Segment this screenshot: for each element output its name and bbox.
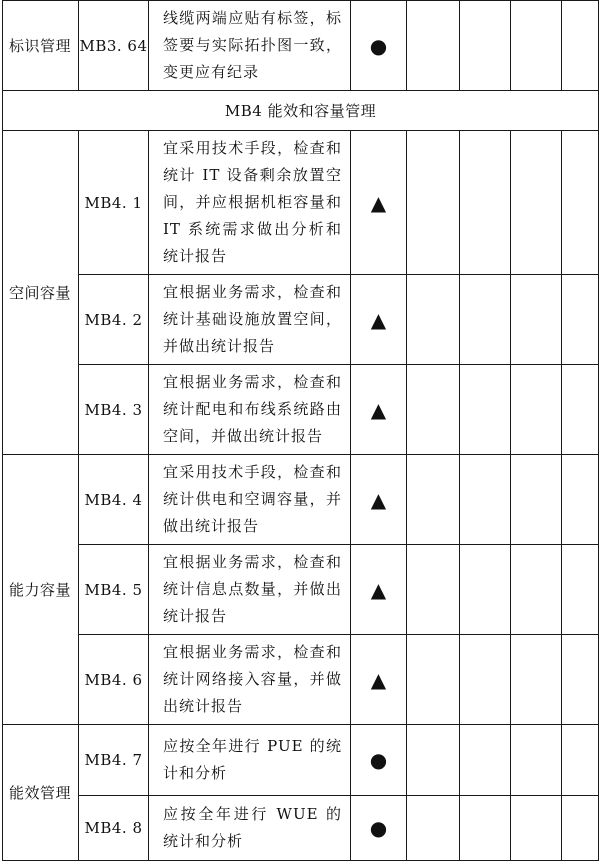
empty-cell (407, 725, 460, 796)
code-cell: MB4. 1 (79, 131, 149, 275)
empty-cell (407, 796, 460, 861)
empty-cell (511, 545, 562, 635)
section-header-row (3, 91, 599, 131)
empty-cell (511, 796, 562, 861)
table-row (3, 725, 599, 796)
requirement-cell: 应按全年进行 PUE 的统计和分析 (149, 725, 351, 796)
empty-cell (511, 131, 562, 275)
triangle-mark-icon: ▲ (351, 131, 407, 275)
requirement-cell: 宜根据业务需求，检查和统计信息点数量，并做出统计报告 (149, 545, 351, 635)
empty-cell (460, 131, 511, 275)
triangle-mark-icon: ▲ (351, 365, 407, 455)
empty-cell (460, 455, 511, 545)
circle-mark-icon: ● (351, 725, 407, 796)
table-row (3, 275, 599, 365)
code-cell: MB4. 3 (79, 365, 149, 455)
requirement-cell: 宜采用技术手段，检查和统计 IT 设备剩余放置空间，并应根据机柜容量和 IT 系统需求做出分析和统计报告 (149, 131, 351, 275)
table-row (3, 455, 599, 545)
requirement-cell: 应按全年进行 WUE 的统计和分析 (149, 796, 351, 861)
code-cell: MB4. 2 (79, 275, 149, 365)
table-row (3, 635, 599, 725)
section-title: MB4 能效和容量管理 (3, 91, 599, 131)
empty-cell (407, 365, 460, 455)
code-cell: MB4. 8 (79, 796, 149, 861)
empty-cell (460, 725, 511, 796)
empty-cell (511, 455, 562, 545)
category-cell: 标识管理 (3, 1, 79, 91)
empty-cell (407, 455, 460, 545)
empty-cell (562, 365, 599, 455)
triangle-mark-icon: ▲ (351, 635, 407, 725)
table-row (3, 796, 599, 861)
requirement-cell: 宜采用技术手段，检查和统计供电和空调容量，并做出统计报告 (149, 455, 351, 545)
empty-cell (562, 796, 599, 861)
empty-cell (511, 365, 562, 455)
empty-cell (562, 131, 599, 275)
empty-cell (562, 455, 599, 545)
empty-cell (407, 275, 460, 365)
empty-cell (460, 275, 511, 365)
empty-cell (460, 796, 511, 861)
table-row (3, 545, 599, 635)
code-cell: MB4. 6 (79, 635, 149, 725)
code-cell: MB4. 7 (79, 725, 149, 796)
requirements-table (2, 0, 599, 861)
empty-cell (407, 1, 460, 91)
empty-cell (460, 635, 511, 725)
empty-cell (562, 1, 599, 91)
empty-cell (511, 635, 562, 725)
requirement-cell: 宜根据业务需求，检查和统计基础设施放置空间，并做出统计报告 (149, 275, 351, 365)
empty-cell (460, 545, 511, 635)
category-cell: 空间容量 (3, 131, 79, 455)
category-cell: 能力容量 (3, 455, 79, 725)
circle-mark-icon: ● (351, 1, 407, 91)
triangle-mark-icon: ▲ (351, 455, 407, 545)
empty-cell (460, 365, 511, 455)
requirement-cell: 宜根据业务需求，检查和统计配电和布线系统路由空间，并做出统计报告 (149, 365, 351, 455)
empty-cell (562, 725, 599, 796)
empty-cell (407, 131, 460, 275)
code-cell: MB3. 64 (79, 1, 149, 91)
requirement-cell: 线缆两端应贴有标签，标签要与实际拓扑图一致，变更应有纪录 (149, 1, 351, 91)
empty-cell (511, 725, 562, 796)
empty-cell (562, 275, 599, 365)
table-row (3, 365, 599, 455)
empty-cell (562, 545, 599, 635)
empty-cell (511, 1, 562, 91)
empty-cell (460, 1, 511, 91)
category-cell: 能效管理 (3, 725, 79, 861)
empty-cell (562, 635, 599, 725)
triangle-mark-icon: ▲ (351, 275, 407, 365)
table-row (3, 1, 599, 91)
code-cell: MB4. 4 (79, 455, 149, 545)
empty-cell (407, 545, 460, 635)
table-row (3, 131, 599, 275)
empty-cell (407, 635, 460, 725)
triangle-mark-icon: ▲ (351, 545, 407, 635)
requirement-cell: 宜根据业务需求，检查和统计网络接入容量，并做出统计报告 (149, 635, 351, 725)
empty-cell (511, 275, 562, 365)
circle-mark-icon: ● (351, 796, 407, 861)
code-cell: MB4. 5 (79, 545, 149, 635)
